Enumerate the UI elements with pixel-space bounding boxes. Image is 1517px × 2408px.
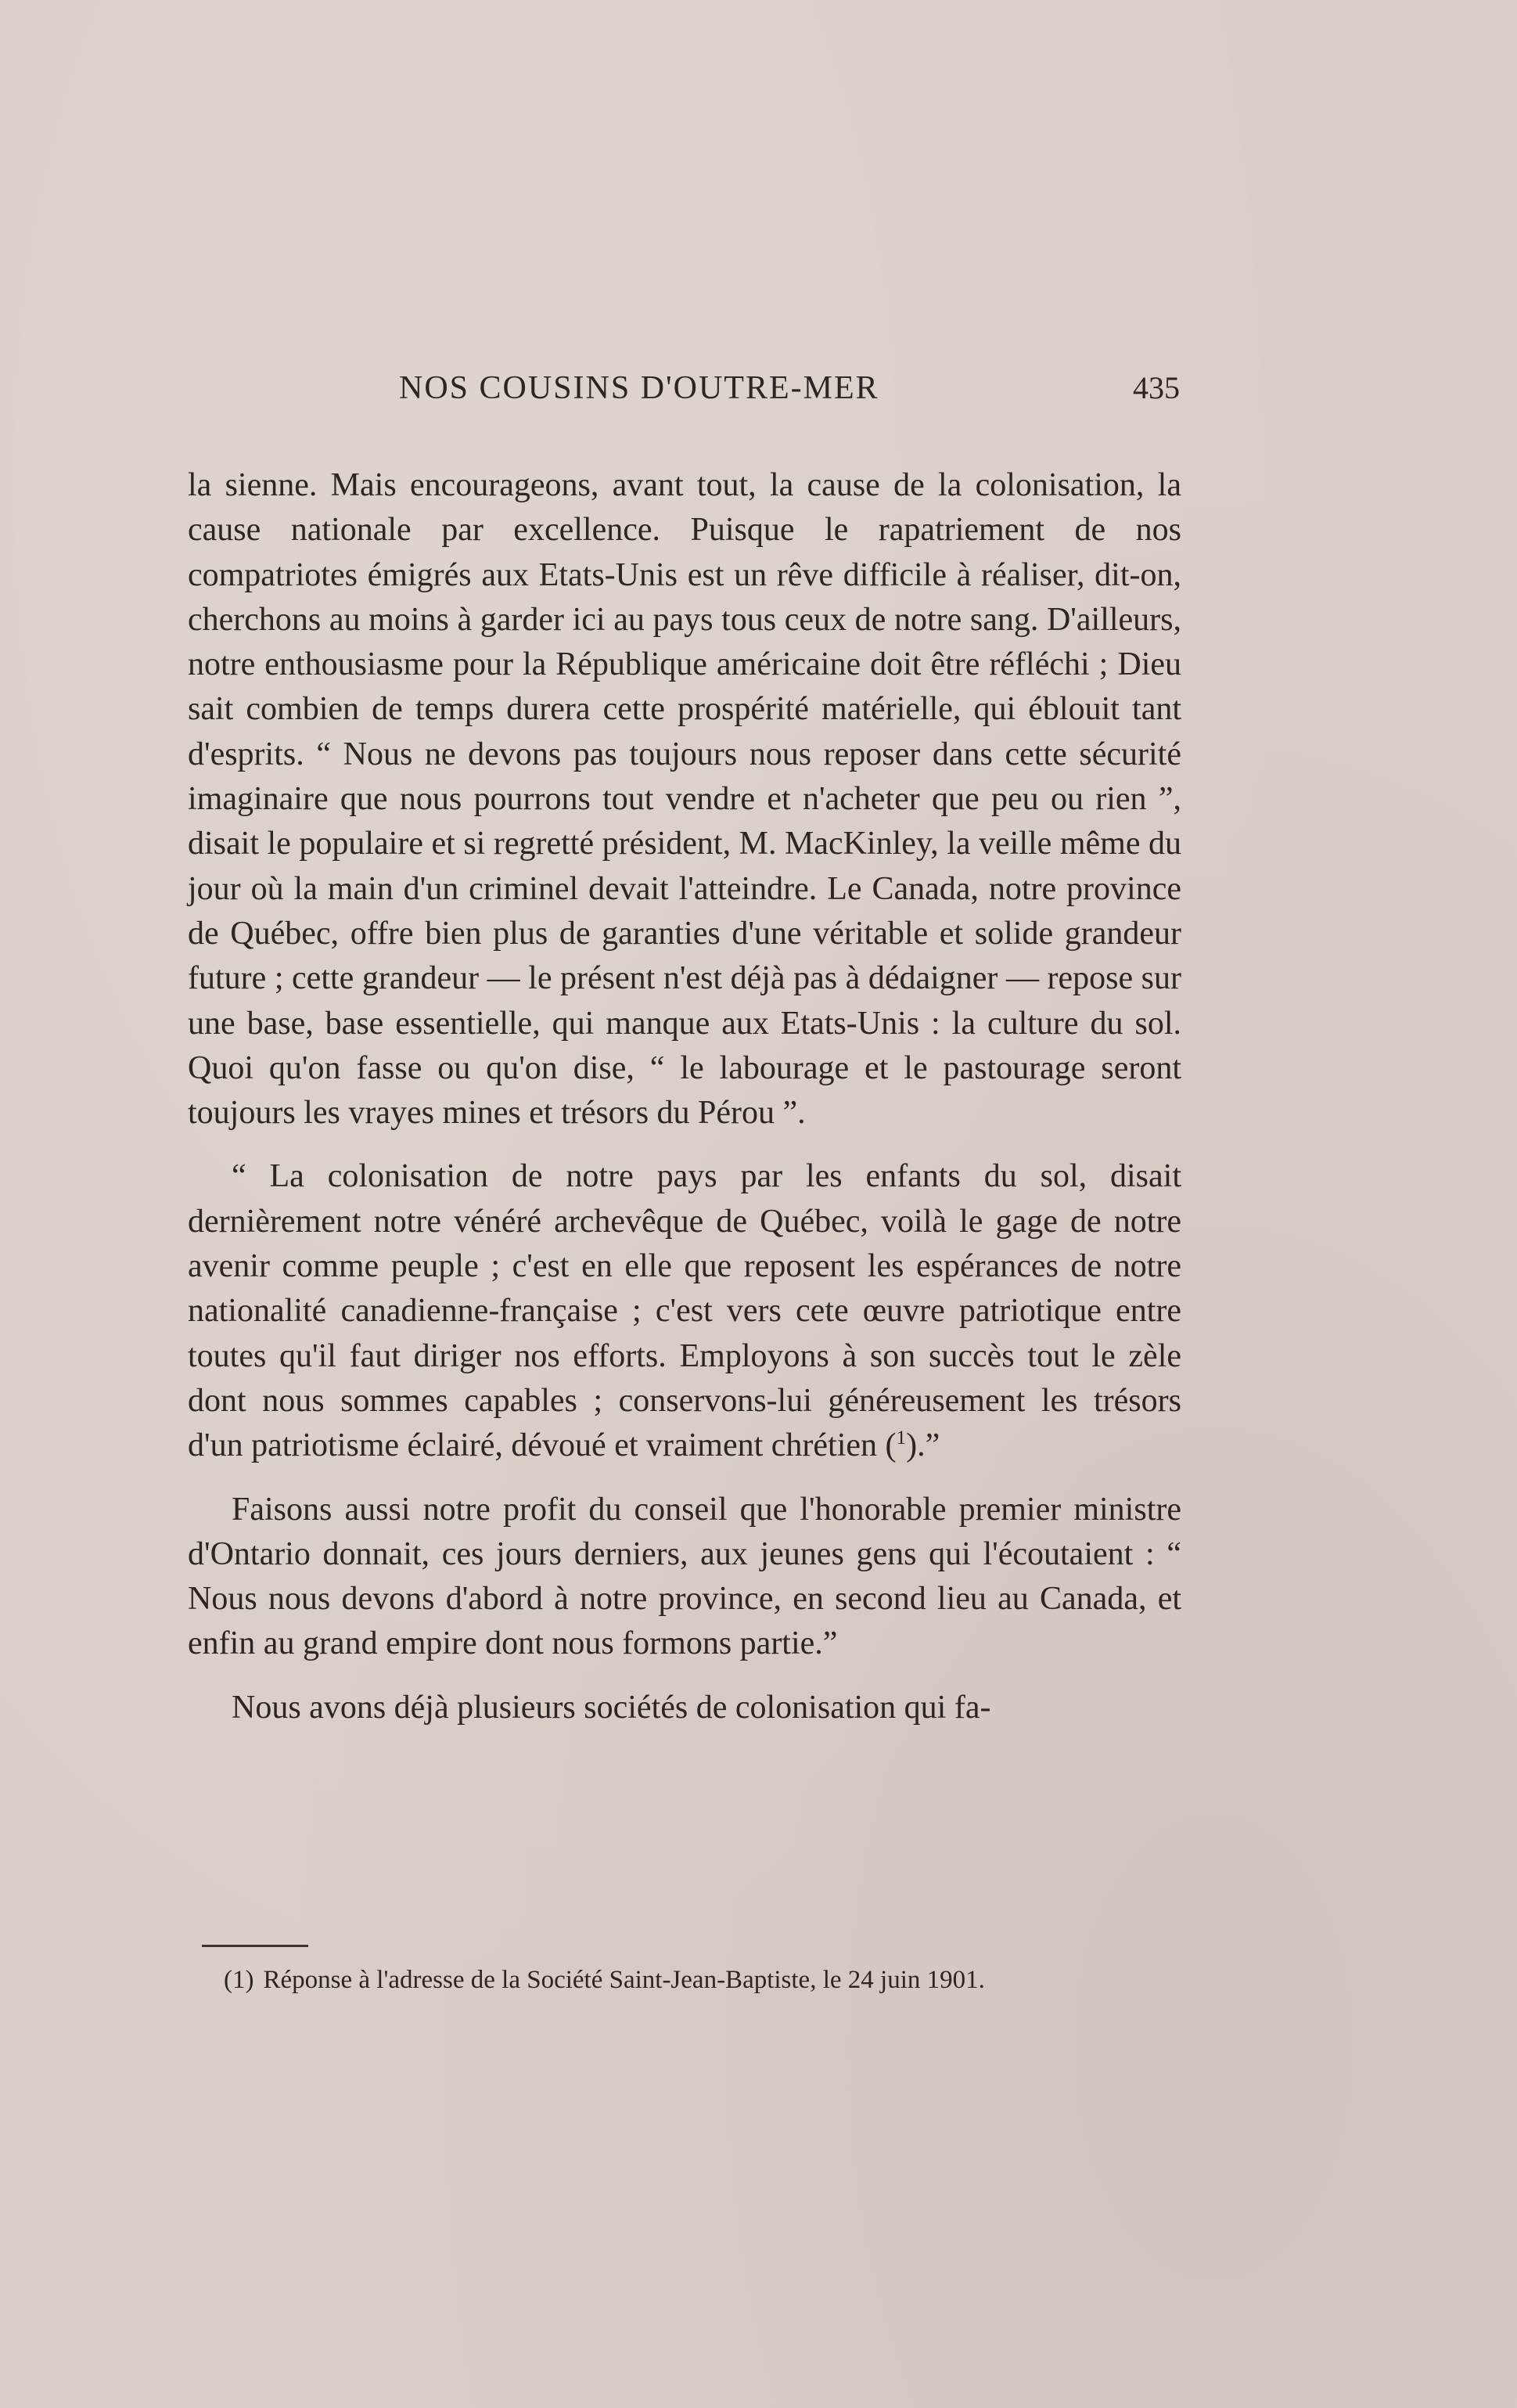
paragraph-1: la sienne. Mais encourageons, avant tout, la cause de la colonisation, la cause nationale par excellence. Puisque le rapatriement de nos compatriotes émigrés aux Etats-Unis est un rêve difficile à réaliser, dit-on, cherchons au moins à garder ici au pays tous ceux de notre sang. D'ailleurs, notre enthousiasme pour la République américaine doit être réfléchi ; Dieu sait combien de temps durera cette prospérité matérielle, qui éblouit tant d'esprits. “ Nous ne devons pas toujours nous reposer dans cette sécurité imaginaire que nous pourrons tout vendre et n'acheter que peu ou rien ”, disait le populaire et si regretté président, M. MacKinley, la veille même du jour où la main d'un criminel devait l'atteindre. Le Canada, notre province de Québec, offre bien plus de garanties d'une véritable et solide grandeur future ; cette grandeur — le présent n'est déjà pas à dédaigner — repose sur une base, base essentielle, qui manque aux Etats-Unis : la culture du sol. Quoi qu'on fasse ou qu'on dise, “ le labourage et le pastourage seront toujours les vrayes mines et trésors du Pérou ”.: [188, 467, 1181, 1132]
running-header: [188, 369, 1180, 416]
body-text: [188, 463, 1181, 1730]
running-title: NOS COUSINS D'OUTRE-MER: [399, 370, 879, 406]
paragraph-4: Nous avons déjà plusieurs sociétés de colonisation qui fa-: [232, 1689, 991, 1726]
footnote-marker: (1): [224, 1966, 254, 1994]
footnote: [224, 1966, 1163, 1995]
footnote-divider: [202, 1945, 308, 1947]
paragraph-2: [188, 1154, 1181, 1468]
footnote-reference: 1: [896, 1427, 907, 1449]
paragraph-2-end: ).”: [906, 1427, 940, 1464]
footnote-text: Réponse à l'adresse de la Société Saint-Jean-Baptiste, le 24 juin 1901.: [263, 1966, 985, 1994]
page-number: 435: [1133, 370, 1180, 405]
paragraph-3: Faisons aussi notre profit du conseil que l'honorable premier ministre d'Ontario donnait, ces jours derniers, aux jeunes gens qui l'écoutaient : “ Nous nous devons d'abord à notre province, en second lieu au Canada, et enfin au grand empire dont nous formons partie.”: [188, 1491, 1181, 1662]
paragraph-2-text: “ La colonisation de notre pays par les enfants du sol, disait dernièrement notre vénéré archevêque de Québec, voilà le gage de notre avenir comme peuple ; c'est en elle que reposent les espérances de notre nationalité canadienne-française ; c'est vers cete œuvre patriotique entre toutes qu'il faut diriger nos efforts. Employons à son succès tout le zèle dont nous sommes capables ; conservons-lui généreusement les trésors d'un patriotisme éclairé, dévoué et vraiment chrétien (: [188, 1158, 1181, 1464]
